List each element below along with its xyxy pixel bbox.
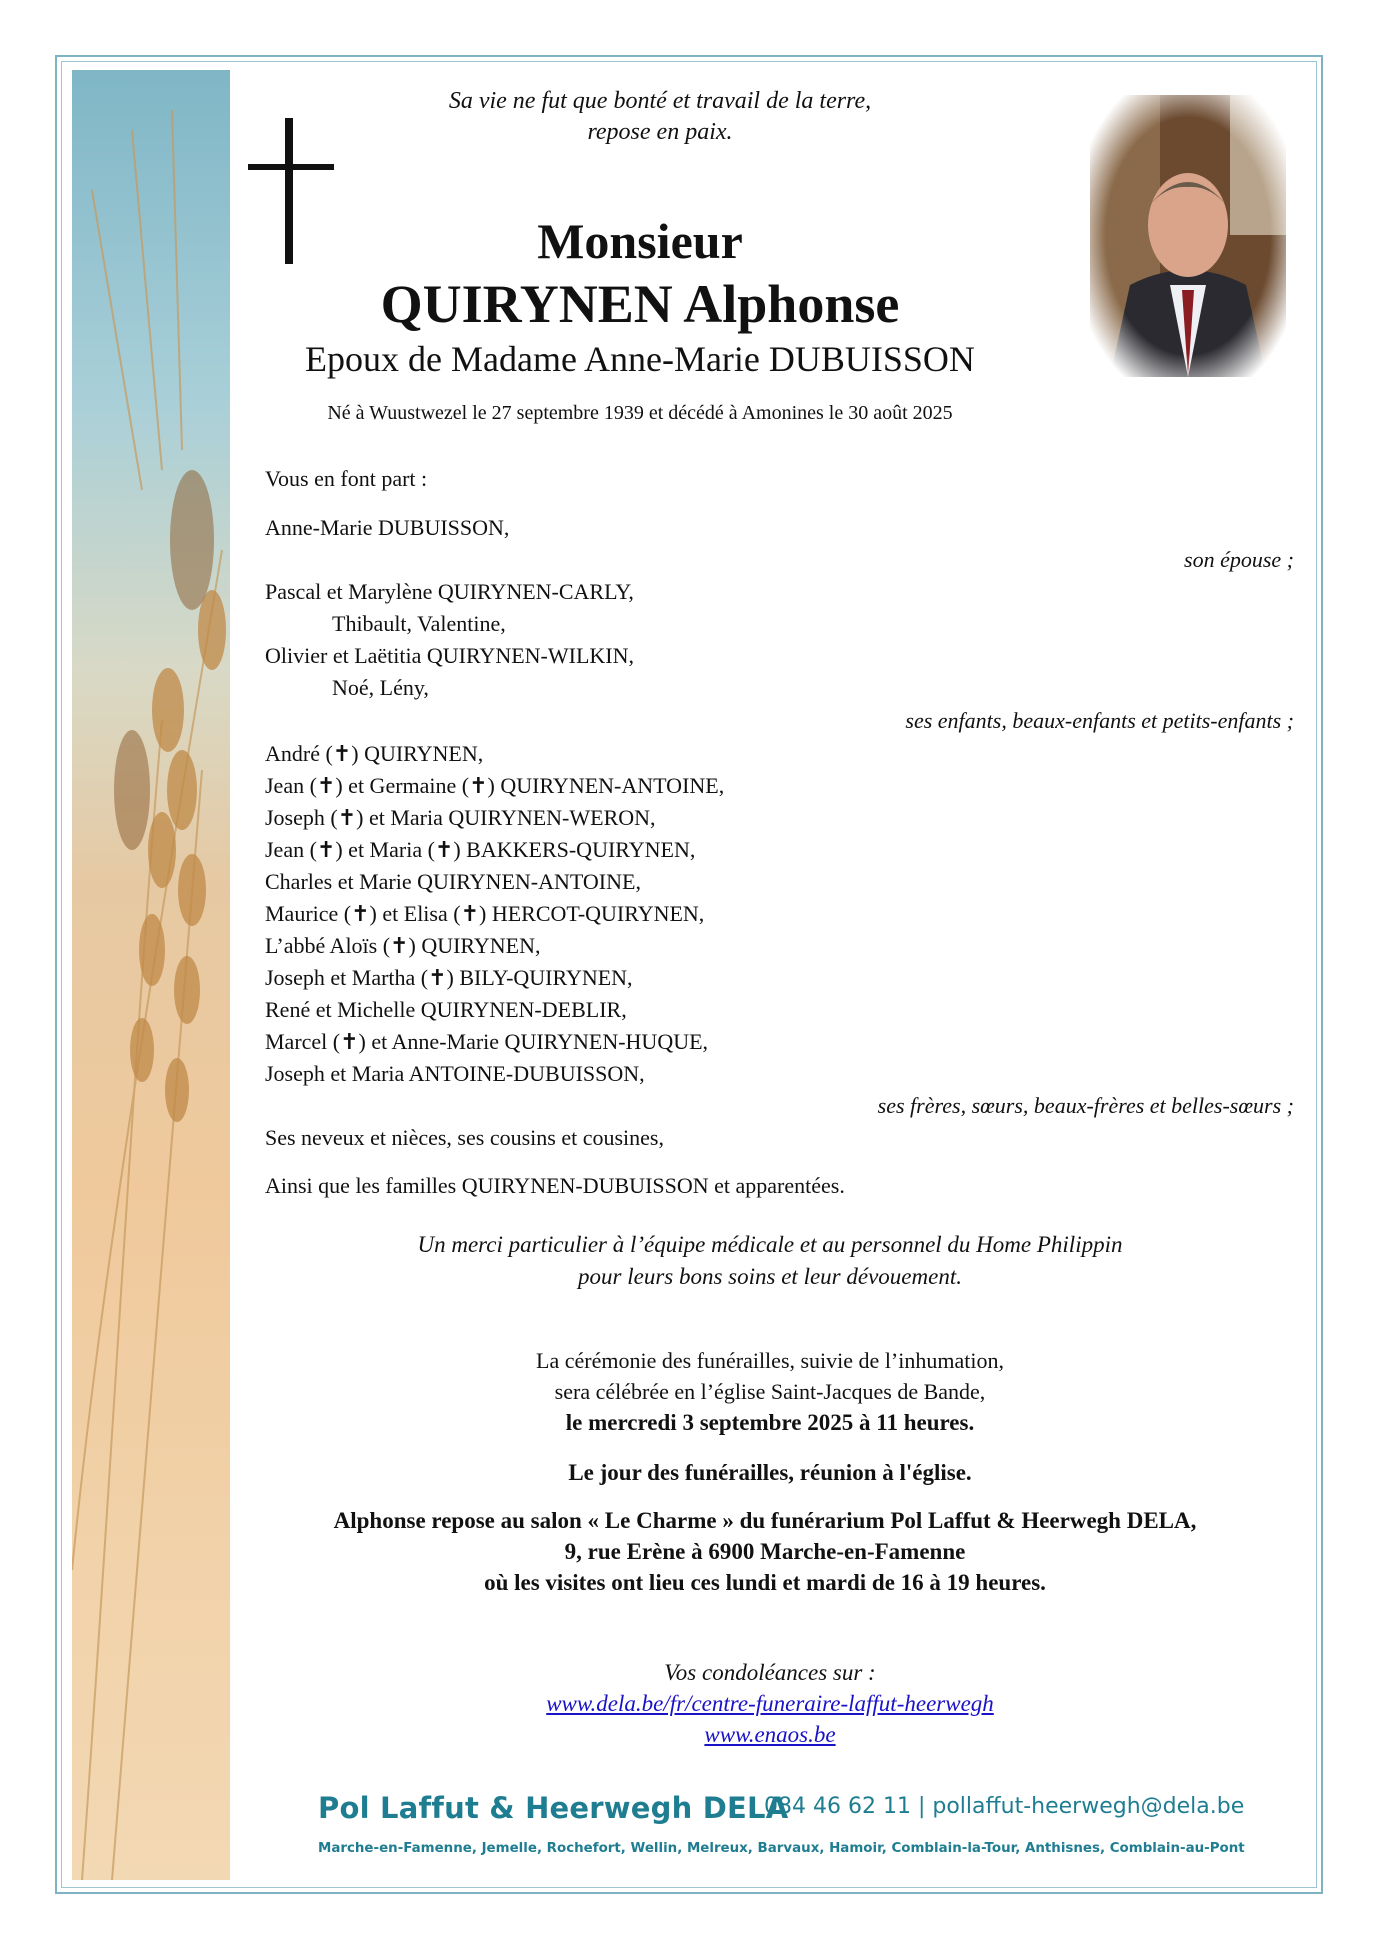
siblings-role: ses frères, sœurs, beaux-frères et belles-sœurs ;: [877, 1093, 1294, 1118]
sibling-line: Joseph (✝) et Maria QUIRYNEN-WERON,: [265, 805, 656, 830]
grandchildren-line: Noé, Lény,: [332, 675, 429, 700]
thanks-line-2: pour leurs bons soins et leur dévouement.: [578, 1264, 962, 1289]
funeral-home-brand: Pol Laffut & Heerwegh DELA: [318, 1791, 789, 1825]
sibling-line: Jean (✝) et Germaine (✝) QUIRYNEN-ANTOINE,: [265, 773, 725, 798]
rest-line-1: Alphonse repose au salon « Le Charme » du funérarium Pol Laffut & Heerwegh DELA,: [333, 1508, 1197, 1533]
ceremony-date: le mercredi 3 septembre 2025 à 11 heures.: [565, 1410, 975, 1435]
sibling-line: Charles et Marie QUIRYNEN-ANTOINE,: [265, 869, 641, 894]
intro-text: Vous en font part :: [265, 466, 428, 491]
deceased-name: QUIRYNEN Alphonse: [380, 274, 900, 334]
title: Monsieur: [537, 213, 743, 269]
rest-line-2: 9, rue Erène à 6900 Marche-en-Famenne: [564, 1539, 966, 1564]
thanks-line-1: Un merci particulier à l’équipe médicale et au personnel du Home Philippin: [417, 1232, 1123, 1257]
funeral-home-towns: Marche-en-Famenne, Jemelle, Rochefort, Wellin, Melreux, Barvaux, Hamoir, Comblain-la-Tour, Anthisnes, Comblain-au-Pont: [318, 1841, 1245, 1856]
spouse-name: Anne-Marie DUBUISSON,: [265, 515, 510, 540]
families-line: Ainsi que les familles QUIRYNEN-DUBUISSON et apparentées.: [265, 1173, 845, 1198]
sibling-line: René et Michelle QUIRYNEN-DEBLIR,: [265, 997, 627, 1022]
child-line: Pascal et Marylène QUIRYNEN-CARLY,: [265, 579, 634, 604]
nephews-line: Ses neveux et nièces, ses cousins et cousines,: [265, 1125, 664, 1150]
sibling-line: Jean (✝) et Maria (✝) BAKKERS-QUIRYNEN,: [265, 837, 696, 862]
sibling-line: André (✝) QUIRYNEN,: [265, 741, 484, 766]
spouse-line: Epoux de Madame Anne-Marie DUBUISSON: [305, 339, 975, 379]
rest-line-3: où les visites ont lieu ces lundi et mardi de 16 à 19 heures.: [484, 1570, 1046, 1595]
condolences-link-dela[interactable]: www.dela.be/fr/centre-funeraire-laffut-heerwegh: [546, 1691, 994, 1716]
portrait-photo: [1090, 95, 1286, 377]
sibling-line: Joseph et Martha (✝) BILY-QUIRYNEN,: [265, 965, 633, 990]
condolences-link-enaos[interactable]: www.enaos.be: [704, 1722, 836, 1747]
ceremony-line-1: La cérémonie des funérailles, suivie de l’inhumation,: [536, 1348, 1004, 1373]
epigraph-line-1: Sa vie ne fut que bonté et travail de la terre,: [448, 88, 872, 114]
sibling-line: Maurice (✝) et Elisa (✝) HERCOT-QUIRYNEN,: [265, 901, 705, 926]
children-role: ses enfants, beaux-enfants et petits-enfants ;: [905, 708, 1294, 733]
sibling-line: Marcel (✝) et Anne-Marie QUIRYNEN-HUQUE,: [265, 1029, 709, 1054]
ceremony-line-2: sera célébrée en l’église Saint-Jacques de Bande,: [554, 1379, 986, 1404]
sibling-line: L’abbé Aloïs (✝) QUIRYNEN,: [265, 933, 541, 958]
epigraph-line-2: repose en paix.: [587, 119, 733, 145]
grandchildren-line: Thibault, Valentine,: [332, 611, 506, 636]
funeral-home-contact: 084 46 62 11 | pollaffut-heerwegh@dela.be: [764, 1794, 1245, 1819]
spouse-role: son épouse ;: [1184, 547, 1294, 572]
meeting-line: Le jour des funérailles, réunion à l'église.: [568, 1460, 972, 1485]
sibling-line: Joseph et Maria ANTOINE-DUBUISSON,: [265, 1061, 645, 1086]
birth-death-line: Né à Wuustwezel le 27 septembre 1939 et décédé à Amonines le 30 août 2025: [327, 402, 953, 424]
child-line: Olivier et Laëtitia QUIRYNEN-WILKIN,: [265, 643, 634, 668]
condolences-label: Vos condoléances sur :: [664, 1660, 876, 1685]
